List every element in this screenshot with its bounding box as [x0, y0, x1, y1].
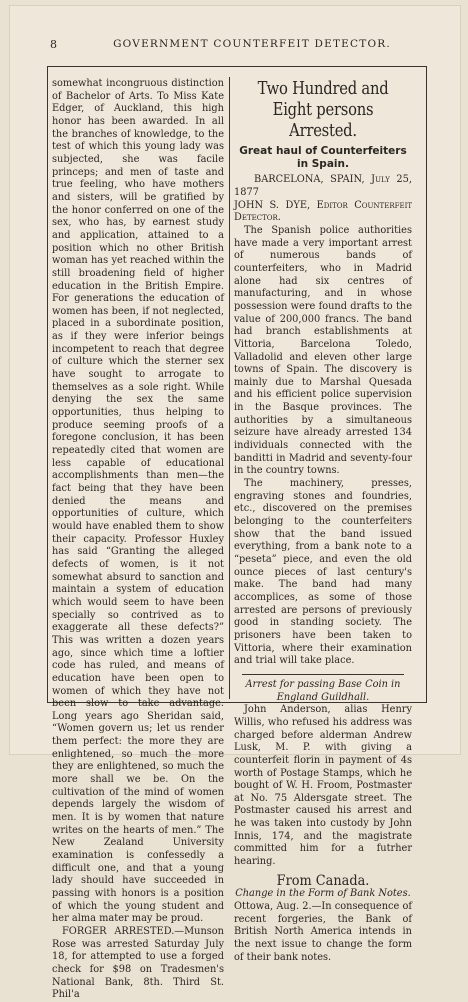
section-text-canada: Ottowa, Aug. 2.—In consequence of recent forgeries, the Bank of British North America intends in the next issue to change the form of their bank notes. [234, 901, 412, 963]
subhead: Great haul of Counterfeiters in Spain. [239, 145, 407, 170]
running-head: GOVERNMENT COUNTERFEIT DETECTOR. [113, 38, 391, 50]
byline: JOHN S. DYE, Editor Counterfeit Detector. [234, 199, 412, 224]
section-heading: Arrest for passing Base Coin in England Guildhall. [245, 678, 401, 703]
column-divider [229, 77, 230, 699]
right-column [234, 78, 412, 963]
headline: Two Hundred and Eight persons Arrested. [257, 78, 389, 141]
section-subheading: Change in the Form of Bank Notes. [235, 888, 411, 900]
page-header [50, 38, 415, 54]
section-heading-canada: From Canada. [276, 872, 370, 889]
article-paragraph: The machinery, presses, engraving stones and foundries, etc., discovered on the premises belonging to the counterfeiters show that the band issued everything, from a bank note to a “peseta” piece, and even the old ounce pieces of last century's make. The band had many accomplices, as some of those arrested are persons of previously good in standing society. The prisoners have been taken to Vittoria, where their examination and trial will take place. [234, 478, 412, 667]
article-paragraph: The Spanish police authorities have made a very important arrest of numerous bands of counterfeiters, who in Madrid alone had six centres of manufacturing, and in whose possession were found drafts to the value of 200,000 francs. The band had branch establishments at Vittoria, Barcelona Toledo, Valladolid and eleven other large towns of Spain. The discovery is mainly due to Marshal Quesada and his efficient police supervision in the Basque provinces. The authorities by a simultaneous seizure have already arrested 134 individuals connected with the banditti in Madrid and seventy-four in the country towns. [234, 224, 412, 477]
forger-arrested-item: FORGER ARRESTED.—Munson Rose was arrested Saturday July 18, for attempted to use a forged check for $98 on Tradesmen's National Bank, 8th. Third St. Phil'a [52, 925, 224, 1001]
page-number: 8 [50, 38, 57, 51]
section-rule [242, 674, 404, 675]
section-text: John Anderson, alias Henry Willis, who refused his address was charged before alderman Andrew Lusk, M. P. with giving a counterfeit florin in payment of 4s worth of Postage Stamps, which he bought of W. H. Froom, Postmaster at No. 75 Aldersgate street. The Postmaster caused his arrest and he was taken into custody by John Innis, 174, and the magistrate committed him for a futrher hearing. [234, 704, 412, 868]
left-column [52, 78, 224, 1001]
education-article: somewhat incongruous distinction of Bachelor of Arts. To Miss Kate Edger, of Auckland, this high honor has been awarded. In all the branches of knowledge, to the test of which this young lady was subjected, she was facile princeps; and men of taste and true feeling, who have mothers and sisters, will be gratified by the honor conferred on one of the sex, who has, by earnest study and application, attained to a position which no other British woman has yet reached within the still broadening field of higher education in the British Empire. For generations the education of women has been, if not neglected, placed in a subordinate position, as if they were inferior beings incompetent to reach that degree of culture which the sterner sex have sought to arrogate to themselves as a sole right. While denying the sex the same opportunities, thus helping to produce seeming proofs of a foregone conclusion, it has been repeatedly cited that women are less capable of educational accomplishments than men—the fact being that they have been denied the means and opportunities of culture, which would have enabled them to show their capacity. Professor Huxley has said “Granting the alleged defects of women, is it not somewhat absurd to sanction and maintain a system of education which would seem to have been specially so contrived as to exaggerate all these defects?” This was written a dozen years ago, since which time a loftier code has ruled, and means of education have been open to women of which they have not been slow to take advantage. Long years ago Sheridan said, “Women govern us; let us render them perfect: the more they are enlightened, so much the more they are enlightened, so much the more shall we be. On the cultivation of the mind of women depends largely the wisdom of men. It is by women that nature writes on the hearts of men.” The New Zealand University examination is confessedly a difficult one, and that a young lady should have succeeded in passing with honors is a position of which the young student and her alma mater may be proud. [52, 78, 224, 925]
dateline: BARCELONA, SPAIN, July 25, 1877 [234, 174, 412, 198]
